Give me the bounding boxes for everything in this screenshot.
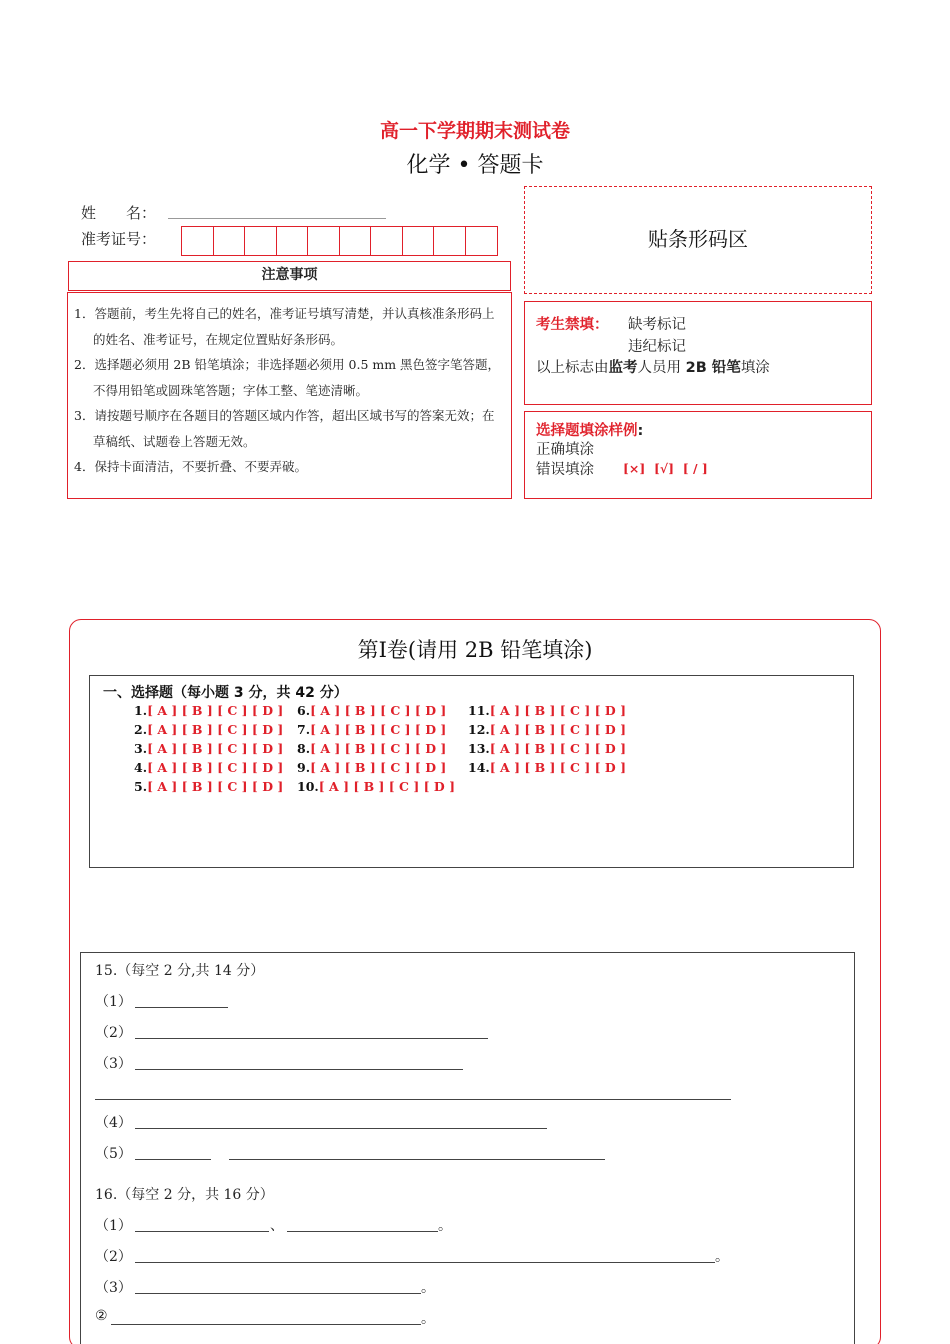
- id-digit-box[interactable]: [371, 227, 403, 255]
- answer-options[interactable]: [ A ] [ B ] [ C ] [ D ]: [147, 722, 284, 737]
- id-label: 准考证号：: [81, 230, 157, 248]
- mc-question[interactable]: [134, 703, 283, 718]
- exam-subtitle: 化学 • 答题卡: [406, 153, 544, 178]
- note-part: 以上标志由: [536, 360, 609, 376]
- id-digit-box[interactable]: [214, 227, 246, 255]
- mc-question[interactable]: [134, 779, 283, 794]
- correct-fill-label: 正确填涂: [536, 442, 594, 458]
- q16-answer-line[interactable]: [135, 1293, 421, 1294]
- sample-box: [524, 411, 872, 499]
- q16-part3-label: （3）: [95, 1280, 132, 1296]
- period-mark: 。: [715, 1249, 729, 1265]
- answer-options[interactable]: [ A ] [ B ] [ C ] [ D ]: [147, 741, 284, 756]
- exam-title: 高一下学期期末测试卷: [379, 120, 570, 142]
- mc-heading: 一、选择题（每小题 3 分，共 42 分）: [103, 685, 348, 701]
- mc-question[interactable]: [468, 703, 626, 718]
- answer-options[interactable]: [ A ] [ B ] [ C ] [ D ]: [489, 722, 626, 737]
- q16-circle2-label: ②: [95, 1308, 108, 1324]
- mc-question[interactable]: [297, 760, 446, 775]
- q16-part2-label: （2）: [95, 1249, 132, 1265]
- q16-answer-line[interactable]: [135, 1262, 715, 1263]
- mc-question[interactable]: [297, 779, 455, 794]
- sample-label-colon: :: [637, 423, 644, 439]
- id-digit-box[interactable]: [245, 227, 277, 255]
- q16-answer-line[interactable]: [287, 1231, 438, 1232]
- notice-item: 4．保持卡面清洁，不要折叠、不要弄破。: [74, 459, 307, 474]
- answer-options[interactable]: [ A ] [ B ] [ C ] [ D ]: [147, 779, 284, 794]
- period-mark: 。: [421, 1311, 435, 1327]
- answer-options[interactable]: [ A ] [ B ] [ C ] [ D ]: [318, 779, 455, 794]
- mc-question[interactable]: [297, 741, 446, 756]
- notice-item: 2．选择题必须用 2B 铅笔填涂；非选择题必须用 0.5 mm 黑色签字笔答题，不得用铅笔或圆珠笔答题；字体工整、笔迹清晰。: [74, 357, 501, 398]
- mc-question[interactable]: [134, 741, 283, 756]
- forbidden-box: [524, 301, 872, 405]
- q15-part3-label: （3）: [95, 1056, 132, 1072]
- id-digit-box[interactable]: [340, 227, 372, 255]
- q16-answer-line[interactable]: [111, 1324, 421, 1325]
- id-number-boxes[interactable]: [181, 226, 498, 256]
- q15-answer-line[interactable]: [135, 1159, 211, 1160]
- sample-label-text: 选择题填涂样例: [536, 423, 638, 439]
- q15-part2-label: （2）: [95, 1025, 132, 1041]
- id-digit-box[interactable]: [308, 227, 340, 255]
- q15-answer-line[interactable]: [135, 1128, 547, 1129]
- id-digit-box[interactable]: [403, 227, 435, 255]
- q16-heading: 16.（每空 2 分，共 16 分）: [95, 1187, 274, 1203]
- q15-answer-line[interactable]: [229, 1159, 605, 1160]
- answer-options[interactable]: [ A ] [ B ] [ C ] [ D ]: [489, 760, 626, 775]
- absent-mark-label: 缺考标记: [628, 317, 686, 333]
- fill-in-box: [80, 952, 855, 1344]
- mc-question[interactable]: [468, 722, 626, 737]
- forbidden-label: 考生禁填：: [536, 317, 609, 333]
- mc-question[interactable]: [297, 722, 446, 737]
- part1-title: 第Ⅰ卷(请用 2B 铅笔填涂): [357, 638, 593, 662]
- id-digit-box[interactable]: [277, 227, 309, 255]
- question-number: 3.: [134, 741, 148, 756]
- q15-part5-label: （5）: [95, 1146, 132, 1162]
- note-part-bold: 监考: [608, 360, 638, 376]
- q15-part4-label: （4）: [95, 1115, 132, 1131]
- id-digit-box[interactable]: [434, 227, 466, 255]
- q15-part1-label: （1）: [95, 994, 132, 1010]
- name-label: 姓 名：: [81, 204, 157, 222]
- q15-answer-line[interactable]: [135, 1038, 488, 1039]
- answer-options[interactable]: [ A ] [ B ] [ C ] [ D ]: [147, 760, 284, 775]
- q15-answer-line[interactable]: [95, 1099, 731, 1100]
- note-part: 填涂: [740, 360, 770, 376]
- question-number: 6.: [297, 703, 311, 718]
- question-number: 14.: [468, 760, 490, 775]
- question-number: 1.: [134, 703, 148, 718]
- violation-mark-label: 违纪标记: [628, 339, 686, 355]
- question-number: 11.: [468, 703, 490, 718]
- mc-question[interactable]: [468, 741, 626, 756]
- period-mark: 。: [438, 1218, 452, 1234]
- answer-options[interactable]: [ A ] [ B ] [ C ] [ D ]: [489, 703, 626, 718]
- barcode-area: 贴条形码区: [524, 186, 872, 294]
- question-number: 13.: [468, 741, 490, 756]
- note-part: 人员用: [637, 360, 686, 376]
- notice-item: 1．答题前，考生先将自己的姓名，准考证号填写清楚，并认真核准条形码上的姓名、准考证号，在规定位置贴好条形码。: [74, 306, 495, 347]
- notice-item: 3．请按题号顺序在各题目的答题区域内作答，超出区域书写的答案无效；在草稿纸、试题卷上答题无效。: [74, 408, 495, 449]
- mc-question[interactable]: [297, 703, 446, 718]
- question-number: 10.: [297, 779, 319, 794]
- q15-heading: 15.（每空 2 分,共 14 分）: [95, 963, 265, 979]
- question-number: 5.: [134, 779, 148, 794]
- q15-answer-line[interactable]: [135, 1069, 463, 1070]
- question-number: 4.: [134, 760, 148, 775]
- notice-body: [67, 292, 512, 499]
- q16-answer-line[interactable]: [135, 1231, 269, 1232]
- wrong-fill-label: 错误填涂: [536, 462, 594, 478]
- answer-options[interactable]: [ A ] [ B ] [ C ] [ D ]: [310, 741, 447, 756]
- mc-question[interactable]: [134, 760, 283, 775]
- name-input-line[interactable]: [168, 218, 386, 219]
- q15-answer-line[interactable]: [135, 1007, 228, 1008]
- id-digit-box[interactable]: [466, 227, 498, 255]
- notice-heading: 注意事项: [68, 261, 511, 291]
- mc-question[interactable]: [134, 722, 283, 737]
- question-number: 12.: [468, 722, 490, 737]
- answer-options[interactable]: [ A ] [ B ] [ C ] [ D ]: [489, 741, 626, 756]
- sample-label: [536, 419, 643, 440]
- q16-part1-label: （1）: [95, 1218, 132, 1234]
- note-part-bold: 2B 铅笔: [685, 360, 741, 376]
- period-mark: 。: [421, 1280, 435, 1296]
- question-number: 2.: [134, 722, 148, 737]
- dunhao-mark: 、: [270, 1218, 284, 1234]
- wrong-fill-marks: [×] [√] [ / ]: [623, 461, 708, 476]
- answer-options[interactable]: [ A ] [ B ] [ C ] [ D ]: [310, 703, 447, 718]
- forbidden-note: [536, 356, 770, 377]
- answer-options[interactable]: [ A ] [ B ] [ C ] [ D ]: [310, 760, 447, 775]
- answer-options[interactable]: [ A ] [ B ] [ C ] [ D ]: [310, 722, 447, 737]
- id-digit-box[interactable]: [182, 227, 214, 255]
- question-number: 7.: [297, 722, 311, 737]
- mc-question[interactable]: [468, 760, 626, 775]
- question-number: 8.: [297, 741, 311, 756]
- answer-options[interactable]: [ A ] [ B ] [ C ] [ D ]: [147, 703, 284, 718]
- question-number: 9.: [297, 760, 311, 775]
